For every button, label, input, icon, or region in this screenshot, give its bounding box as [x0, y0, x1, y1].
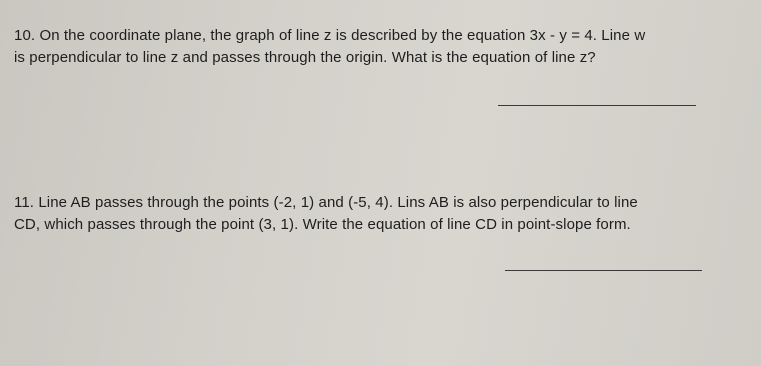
question-11-text-1: Line AB passes through the points (-2, 1) and (-5, 4). Lins AB is also perpendicular to line — [38, 194, 638, 211]
question-10 — [14, 25, 714, 69]
question-10-line-2: is perpendicular to line z and passes through the origin. What is the equation of line z? — [14, 49, 596, 66]
question-11-answer-line[interactable] — [505, 270, 702, 271]
question-11-line-2: CD, which passes through the point (3, 1). Write the equation of line CD in point-slope form. — [14, 216, 631, 233]
question-10-answer-line[interactable] — [498, 105, 696, 106]
question-10-line-1 — [14, 25, 714, 47]
question-11-line-1 — [14, 192, 714, 214]
question-11-number: 11. — [14, 194, 35, 211]
question-10-number: 10. — [14, 27, 36, 44]
question-11 — [14, 192, 714, 236]
question-10-text-1: On the coordinate plane, the graph of line z is described by the equation 3x - y = 4. Line w — [39, 27, 646, 44]
